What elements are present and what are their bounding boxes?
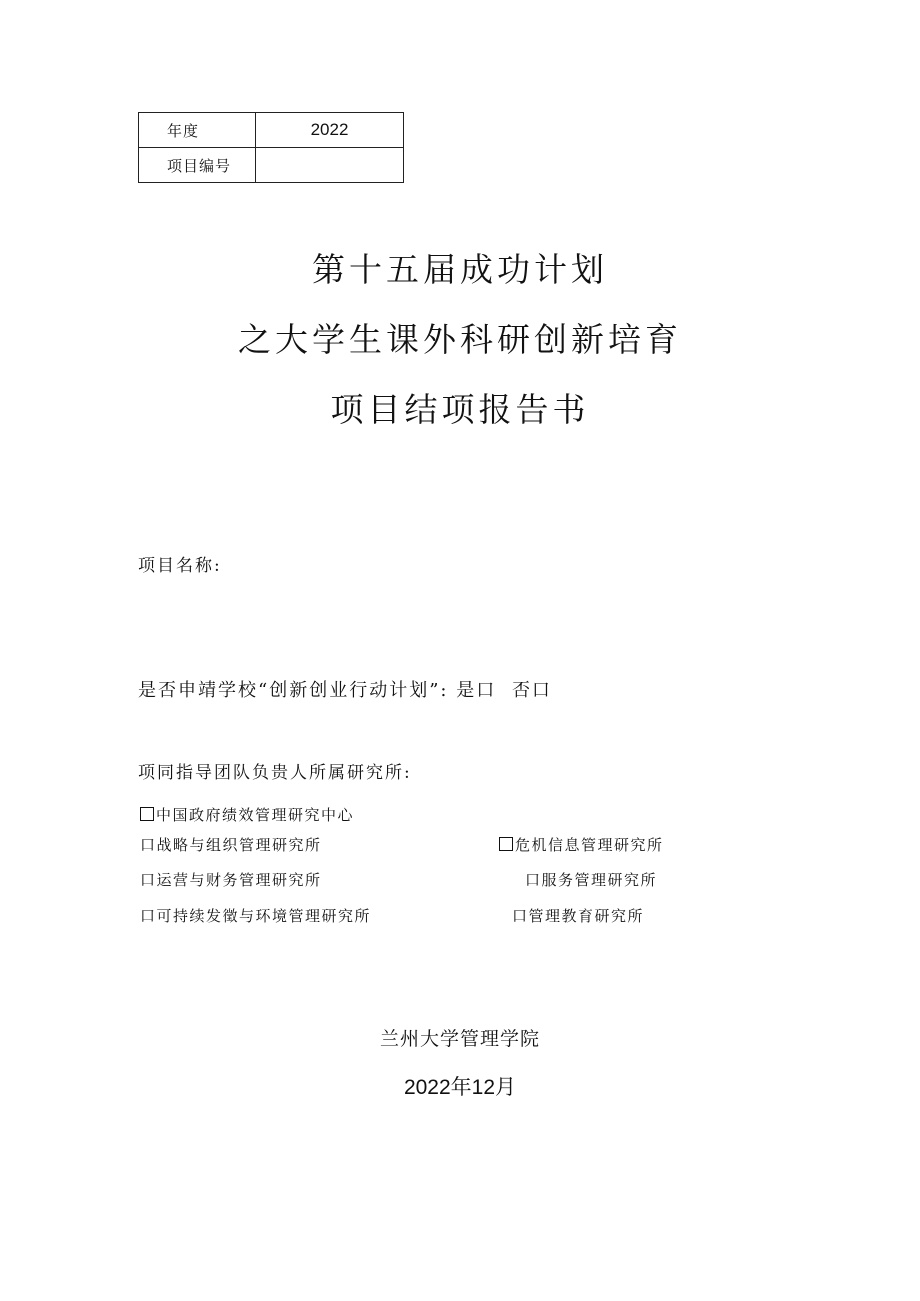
institute-option-4[interactable] [140, 869, 322, 890]
institute-label: 口运营与财务管理研究所 [140, 871, 322, 889]
school-name: 兰州大学管理学院 [379, 1029, 540, 1050]
institute-label: 危机信息管理研究所 [515, 836, 664, 854]
institute-label: 口可持续发徵与环境管理研究所 [140, 907, 372, 925]
institute-question: 项同指导团队负贵人所属研究所: [138, 763, 412, 783]
project-number-value[interactable] [256, 148, 404, 183]
institute-option-2[interactable] [140, 834, 322, 855]
institute-label: 口战略与组织管理研究所 [140, 836, 322, 854]
checkbox-icon[interactable] [499, 837, 513, 851]
title-line-2: 之大学生课外科研创新培育 [238, 320, 682, 359]
year-value: 2022 [256, 113, 404, 148]
institute-option-1[interactable] [140, 804, 354, 825]
institute-label: 口管理教育研究所 [512, 907, 645, 925]
apply-question-text: 是否申靖学校“创新创业行动计划”: [138, 680, 449, 701]
title-line-3: 项目结项报告书 [330, 390, 590, 429]
institute-option-3[interactable] [499, 834, 664, 855]
title-line-1: 第十五届成功计划 [312, 250, 608, 289]
meta-table [138, 112, 404, 183]
apply-question [138, 676, 552, 702]
project-name-label: 项目名称: [138, 556, 222, 576]
institute-option-5[interactable] [525, 869, 657, 890]
institute-label: 中国政府绩效管理研究中心 [156, 806, 355, 824]
report-date: 2022年12月 [403, 1076, 517, 1099]
institute-label: 口服务管理研究所 [525, 871, 658, 889]
year-label: 年度 [139, 113, 256, 148]
project-number-label: 项目编号 [139, 148, 256, 183]
checkbox-icon[interactable] [140, 807, 154, 821]
no-option[interactable]: 否口 [511, 680, 552, 701]
yes-option[interactable]: 是口 [456, 680, 497, 701]
institute-option-7[interactable] [512, 905, 644, 926]
institute-option-6[interactable] [140, 905, 371, 926]
